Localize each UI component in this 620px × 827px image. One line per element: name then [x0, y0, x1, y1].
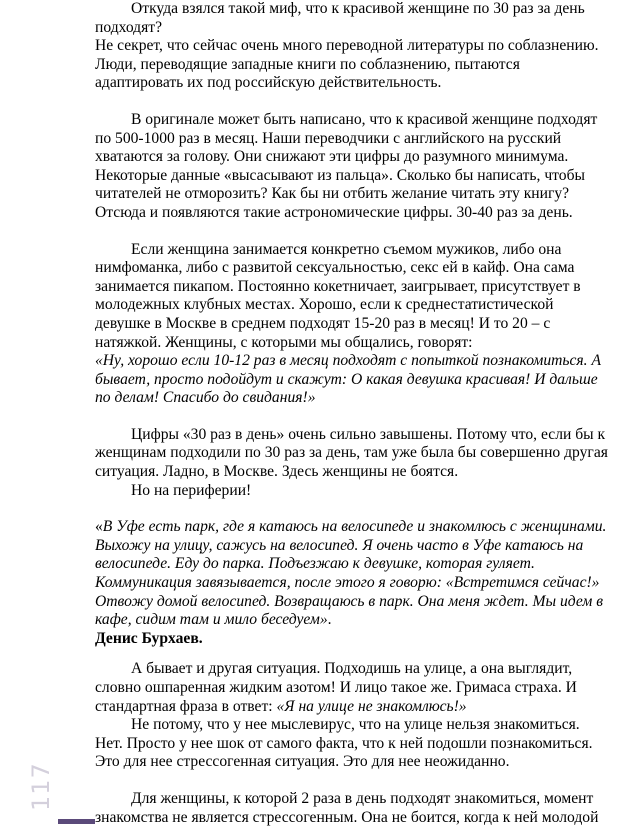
quote-open-mark: «	[95, 518, 103, 536]
quote-ufa	[95, 518, 611, 630]
page-corner-bar	[58, 819, 95, 824]
quote-women: «Ну, хорошо если 10-12 раз в месяц подходят с попыткой познакомиться. А бывает, просто подойдут и скажут: О какая девушка красивая! И дальше по делам! Спасибо до свидания!»	[95, 352, 602, 407]
quote-ufa-text: В Уфе есть парк, где я катаюсь на велосипеде и знакомлюсь с женщинами. Выхожу на улицу, сажусь на велосипед. Я очень часто в Уфе катаюсь на велосипеде. Еду до парка. Подъезжаю к девушке, которая гуляет. Коммуникация завязывается, после этого я говорю: «Встретимся сейчас!» Отвожу домой велосипед. Возвращаюсь в парк. Она меня ждет. Мы идем в кафе, сидим там и мило беседуем»	[95, 518, 607, 629]
paragraph-translated-literature: Не секрет, что сейчас очень много переводной литературы по соблазнению. Люди, переводящие западные книги по соблазнению, пытаются адаптировать их под российскую действительность.	[95, 37, 599, 92]
paragraph-stress-situation: Не потому, что у нее мыслевирус, что на улице нельзя знакомиться. Нет. Просто у нее шок от самого факта, что к ней подошли познакомиться. Это для нее стрессогенная ситуация. Это для нее неожиданно.	[95, 716, 593, 771]
other-situation-text: А бывает и другая ситуация. Подходишь на улице, а она выглядит, словно ошпаренная жидким азотом! И лицо такое же. Гримаса страха. И стандартная фраза в ответ:	[95, 660, 577, 715]
paragraph-periphery: Но на периферии!	[131, 481, 252, 499]
paragraph-original-numbers: В оригинале может быть написано, что к красивой женщине подходят по 500-1000 раз в месяц. Наши переводчики с английского на русский хватаются за голову. Они снижают эти цифры до разумного минимума. Некоторые данные «высасывают из пальца». Сколько бы написать, чтобы читателей не отморозить? Как бы ни отбить желание читать эту книгу? Отсюда и появляются такие астрономические цифры. 30-40 раз за день.	[95, 110, 598, 221]
page-number: 117	[27, 762, 55, 812]
paragraph-two-times-day: Для женщины, к которой 2 раза в день подходят знакомиться, момент знакомства не является стрессогенным. Она не боится, когда к ней молодой	[95, 789, 599, 826]
paragraph-myth-question: Откуда взялся такой миф, что к красивой женщине по 30 раз за день подходят?	[95, 0, 585, 36]
quote-not-meet-on-street: «Я на улице не знакомлюсь!»	[276, 697, 467, 715]
quote-author: Денис Бурхаев.	[95, 629, 203, 647]
paragraph-inflated-figures: Цифры «30 раз в день» очень сильно завышены. Потому что, если бы к женщинам подходили по 30 раз за день, там уже была бы совершенно другая ситуация. Ладно, в Москве. Здесь женщины не боятся.	[95, 425, 608, 481]
page-content	[95, 0, 611, 827]
paragraph-other-situation	[95, 660, 611, 716]
paragraph-woman-pickup: Если женщина занимается конкретно съемом мужиков, либо она нимфоманка, либо с развитой сексуальностью, секс ей в кайф. Она сама занимается пикапом. Постоянно кокетничает, заигрывает, присутствует в молодежных клубных местах. Хорошо, если к среднестатистической девушке в Москве в среднем подходят 15-20 раз в месяц! И то 20 – с натяжкой. Женщины, с которыми мы общались, говорят:	[95, 240, 581, 351]
quote-end-period: .	[327, 611, 332, 629]
